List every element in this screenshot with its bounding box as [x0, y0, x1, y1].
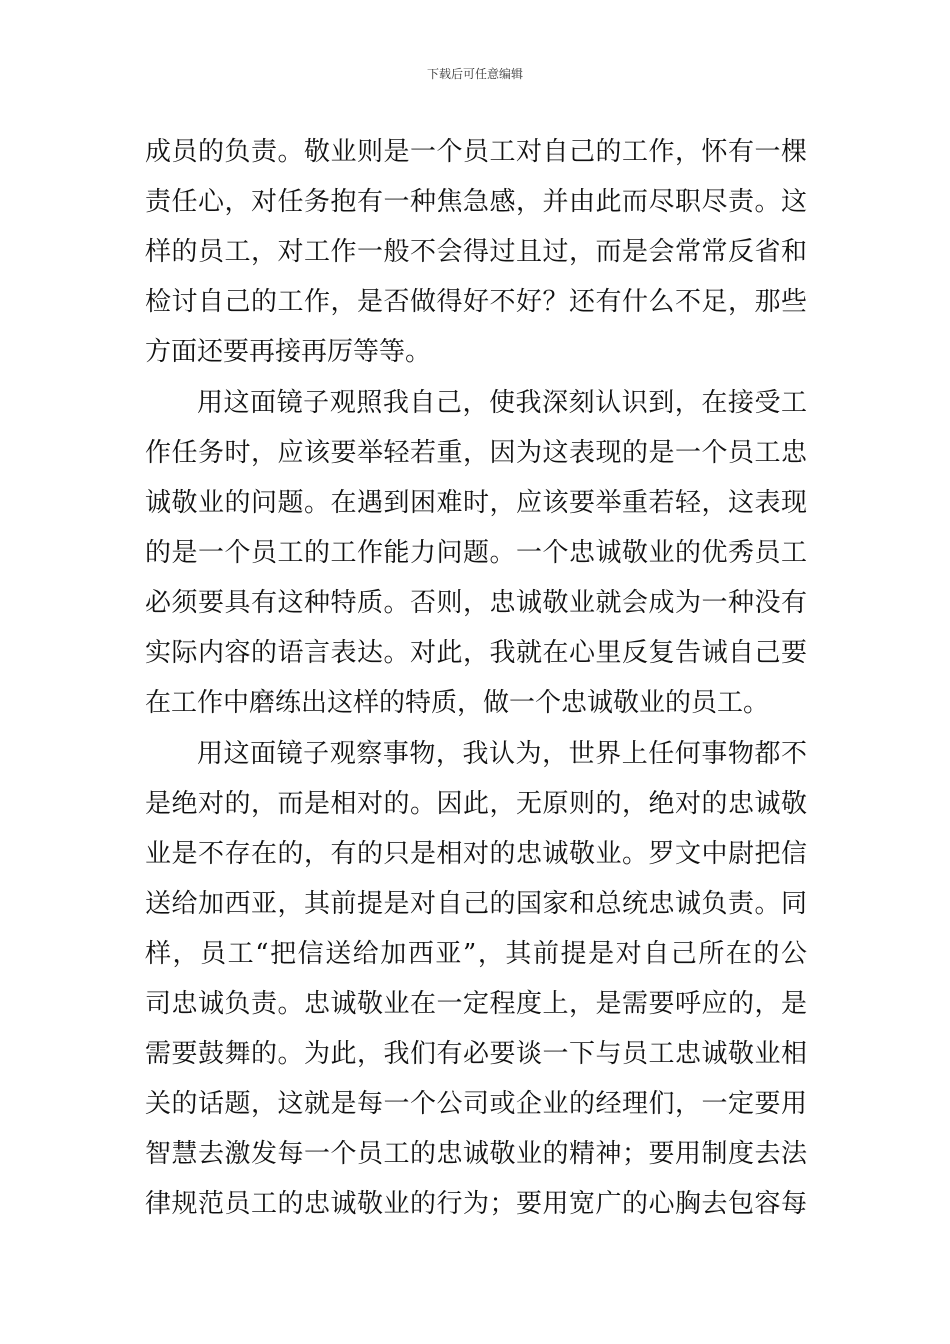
text-line: 业是不存在的，有的只是相对的忠诚敬业。罗文中尉把信: [145, 839, 807, 869]
text-line: 需要鼓舞的。为此，我们有必要谈一下与员工忠诚敬业相: [145, 1039, 807, 1069]
text-line: 作任务时，应该要举轻若重，因为这表现的是一个员工忠: [145, 438, 807, 468]
text-line: 责任心，对任务抱有一种焦急感，并由此而尽职尽责。这: [145, 187, 807, 217]
text-line: 律规范员工的忠诚敬业的行为；要用宽广的心胸去包容每: [145, 1189, 807, 1219]
text-line: 司忠诚负责。忠诚敬业在一定程度上，是需要呼应的，是: [145, 989, 807, 1019]
text-line: 智慧去激发每一个员工的忠诚敬业的精神；要用制度去法: [145, 1139, 807, 1169]
text-line: 诚敬业的问题。在遇到困难时，应该要举重若轻，这表现: [145, 488, 807, 518]
paragraph-2: [145, 378, 807, 728]
page-header: 下载后可任意编辑: [426, 67, 523, 81]
text-line: 用这面镜子观照我自己，使我深刻认识到，在接受工: [197, 388, 807, 418]
paragraph-3: [145, 729, 807, 1229]
text-line: 方面还要再接再厉等等。: [145, 337, 432, 367]
text-line: 是绝对的，而是相对的。因此，无原则的，绝对的忠诚敬: [145, 789, 807, 819]
text-line: 必须要具有这种特质。否则，忠诚敬业就会成为一种没有: [145, 588, 807, 618]
text-line: 的是一个员工的工作能力问题。一个忠诚敬业的优秀员工: [145, 538, 807, 568]
text-line: 检讨自己的工作，是否做得好不好？还有什么不足，那些: [145, 287, 807, 317]
text-line: 送给加西亚，其前提是对自己的国家和总统忠诚负责。同: [145, 889, 807, 919]
text-line: 用这面镜子观察事物，我认为，世界上任何事物都不: [197, 739, 807, 769]
text-line: 成员的负责。敬业则是一个员工对自己的工作，怀有一棵: [145, 137, 807, 167]
text-line: 实际内容的语言表达。对此，我就在心里反复告诫自己要: [145, 638, 807, 668]
document-body: [145, 127, 807, 1229]
text-line: 样的员工，对工作一般不会得过且过，而是会常常反省和: [145, 237, 807, 267]
text-line: 在工作中磨练出这样的特质，做一个忠诚敬业的员工。: [145, 688, 770, 718]
text-line: 关的话题，这就是每一个公司或企业的经理们，一定要用: [145, 1089, 807, 1119]
text-line: 样，员工“把信送给加西亚”，其前提是对自己所在的公: [145, 939, 807, 969]
paragraph-1: [145, 127, 807, 377]
